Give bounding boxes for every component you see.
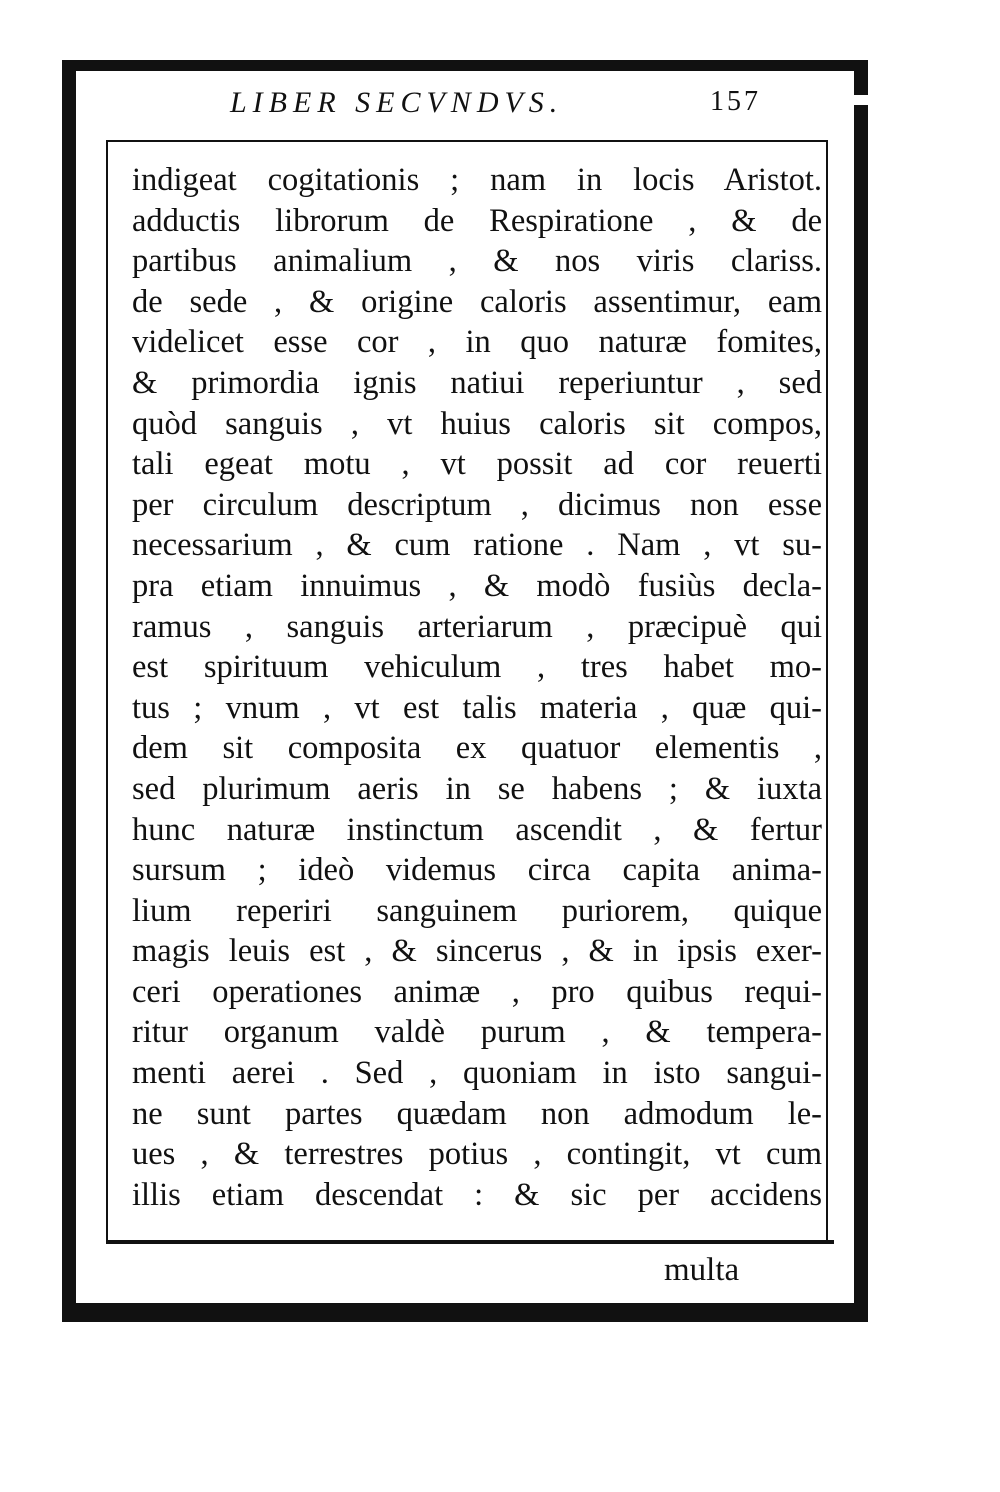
text-line: ceri operationes animæ , pro quibus requi- xyxy=(132,973,822,1010)
running-title: LIBER SECVNDVS. xyxy=(230,86,564,119)
text-line: magis leuis est , & sincerus , & in ipsis exer- xyxy=(132,933,822,970)
text-line: ritur organum valdè purum , & tempera- xyxy=(132,1014,822,1051)
text-line: dem sit composita ex quatuor elementis , xyxy=(132,730,822,767)
text-line: sursum ; ideò videmus circa capita anima- xyxy=(132,852,822,889)
outer-rule-right xyxy=(854,60,868,1322)
catchword: multa xyxy=(664,1252,740,1288)
text-line: illis etiam descendat : & sic per accidens xyxy=(132,1176,822,1213)
text-line: de sede , & origine caloris assentimur, eam xyxy=(132,283,822,320)
body-text xyxy=(132,160,822,1215)
text-line: ues , & terrestres potius , contingit, vt cum xyxy=(132,1136,822,1173)
text-line: necessarium , & cum ratione . Nam , vt su- xyxy=(132,527,822,564)
text-line: menti aerei . Sed , quoniam in isto sangui- xyxy=(132,1055,822,1092)
running-header xyxy=(230,86,810,126)
outer-rule-bottom xyxy=(62,1303,868,1322)
outer-rule-top xyxy=(62,60,868,71)
text-line: lium reperiri sanguinem puriorem, quique xyxy=(132,892,822,929)
text-line: est spirituum vehiculum , tres habet mo- xyxy=(132,649,822,686)
text-line: ne sunt partes quædam non admodum le- xyxy=(132,1095,822,1132)
outer-rule-right-gap xyxy=(854,95,868,105)
text-line: hunc naturæ instinctum ascendit , & fertur xyxy=(132,811,822,848)
text-line: & primordia ignis natiui reperiuntur , sed xyxy=(132,364,822,401)
outer-rule-left xyxy=(62,60,76,1322)
text-line: adductis librorum de Respiratione , & de xyxy=(132,202,822,239)
text-line: ramus , sanguis arteriarum , præcipuè qui xyxy=(132,608,822,645)
text-line: indigeat cogitationis ; nam in locis Aristot. xyxy=(132,162,822,198)
text-line: partibus animalium , & nos viris clariss. xyxy=(132,243,822,280)
text-line: videlicet esse cor , in quo naturæ fomites, xyxy=(132,324,822,361)
text-line: sed plurimum aeris in se habens ; & iuxta xyxy=(132,770,822,807)
text-line: quòd sanguis , vt huius caloris sit compos, xyxy=(132,405,822,442)
text-line: pra etiam innuimus , & modò fusiùs decla- xyxy=(132,567,822,604)
text-line: tus ; vnum , vt est talis materia , quæ qui- xyxy=(132,689,822,726)
text-line: tali egeat motu , vt possit ad cor reuerti xyxy=(132,446,822,483)
text-block-rule-bottom xyxy=(106,1240,834,1244)
page-number: 157 xyxy=(710,86,761,117)
text-line: per circulum descriptum , dicimus non esse xyxy=(132,486,822,523)
